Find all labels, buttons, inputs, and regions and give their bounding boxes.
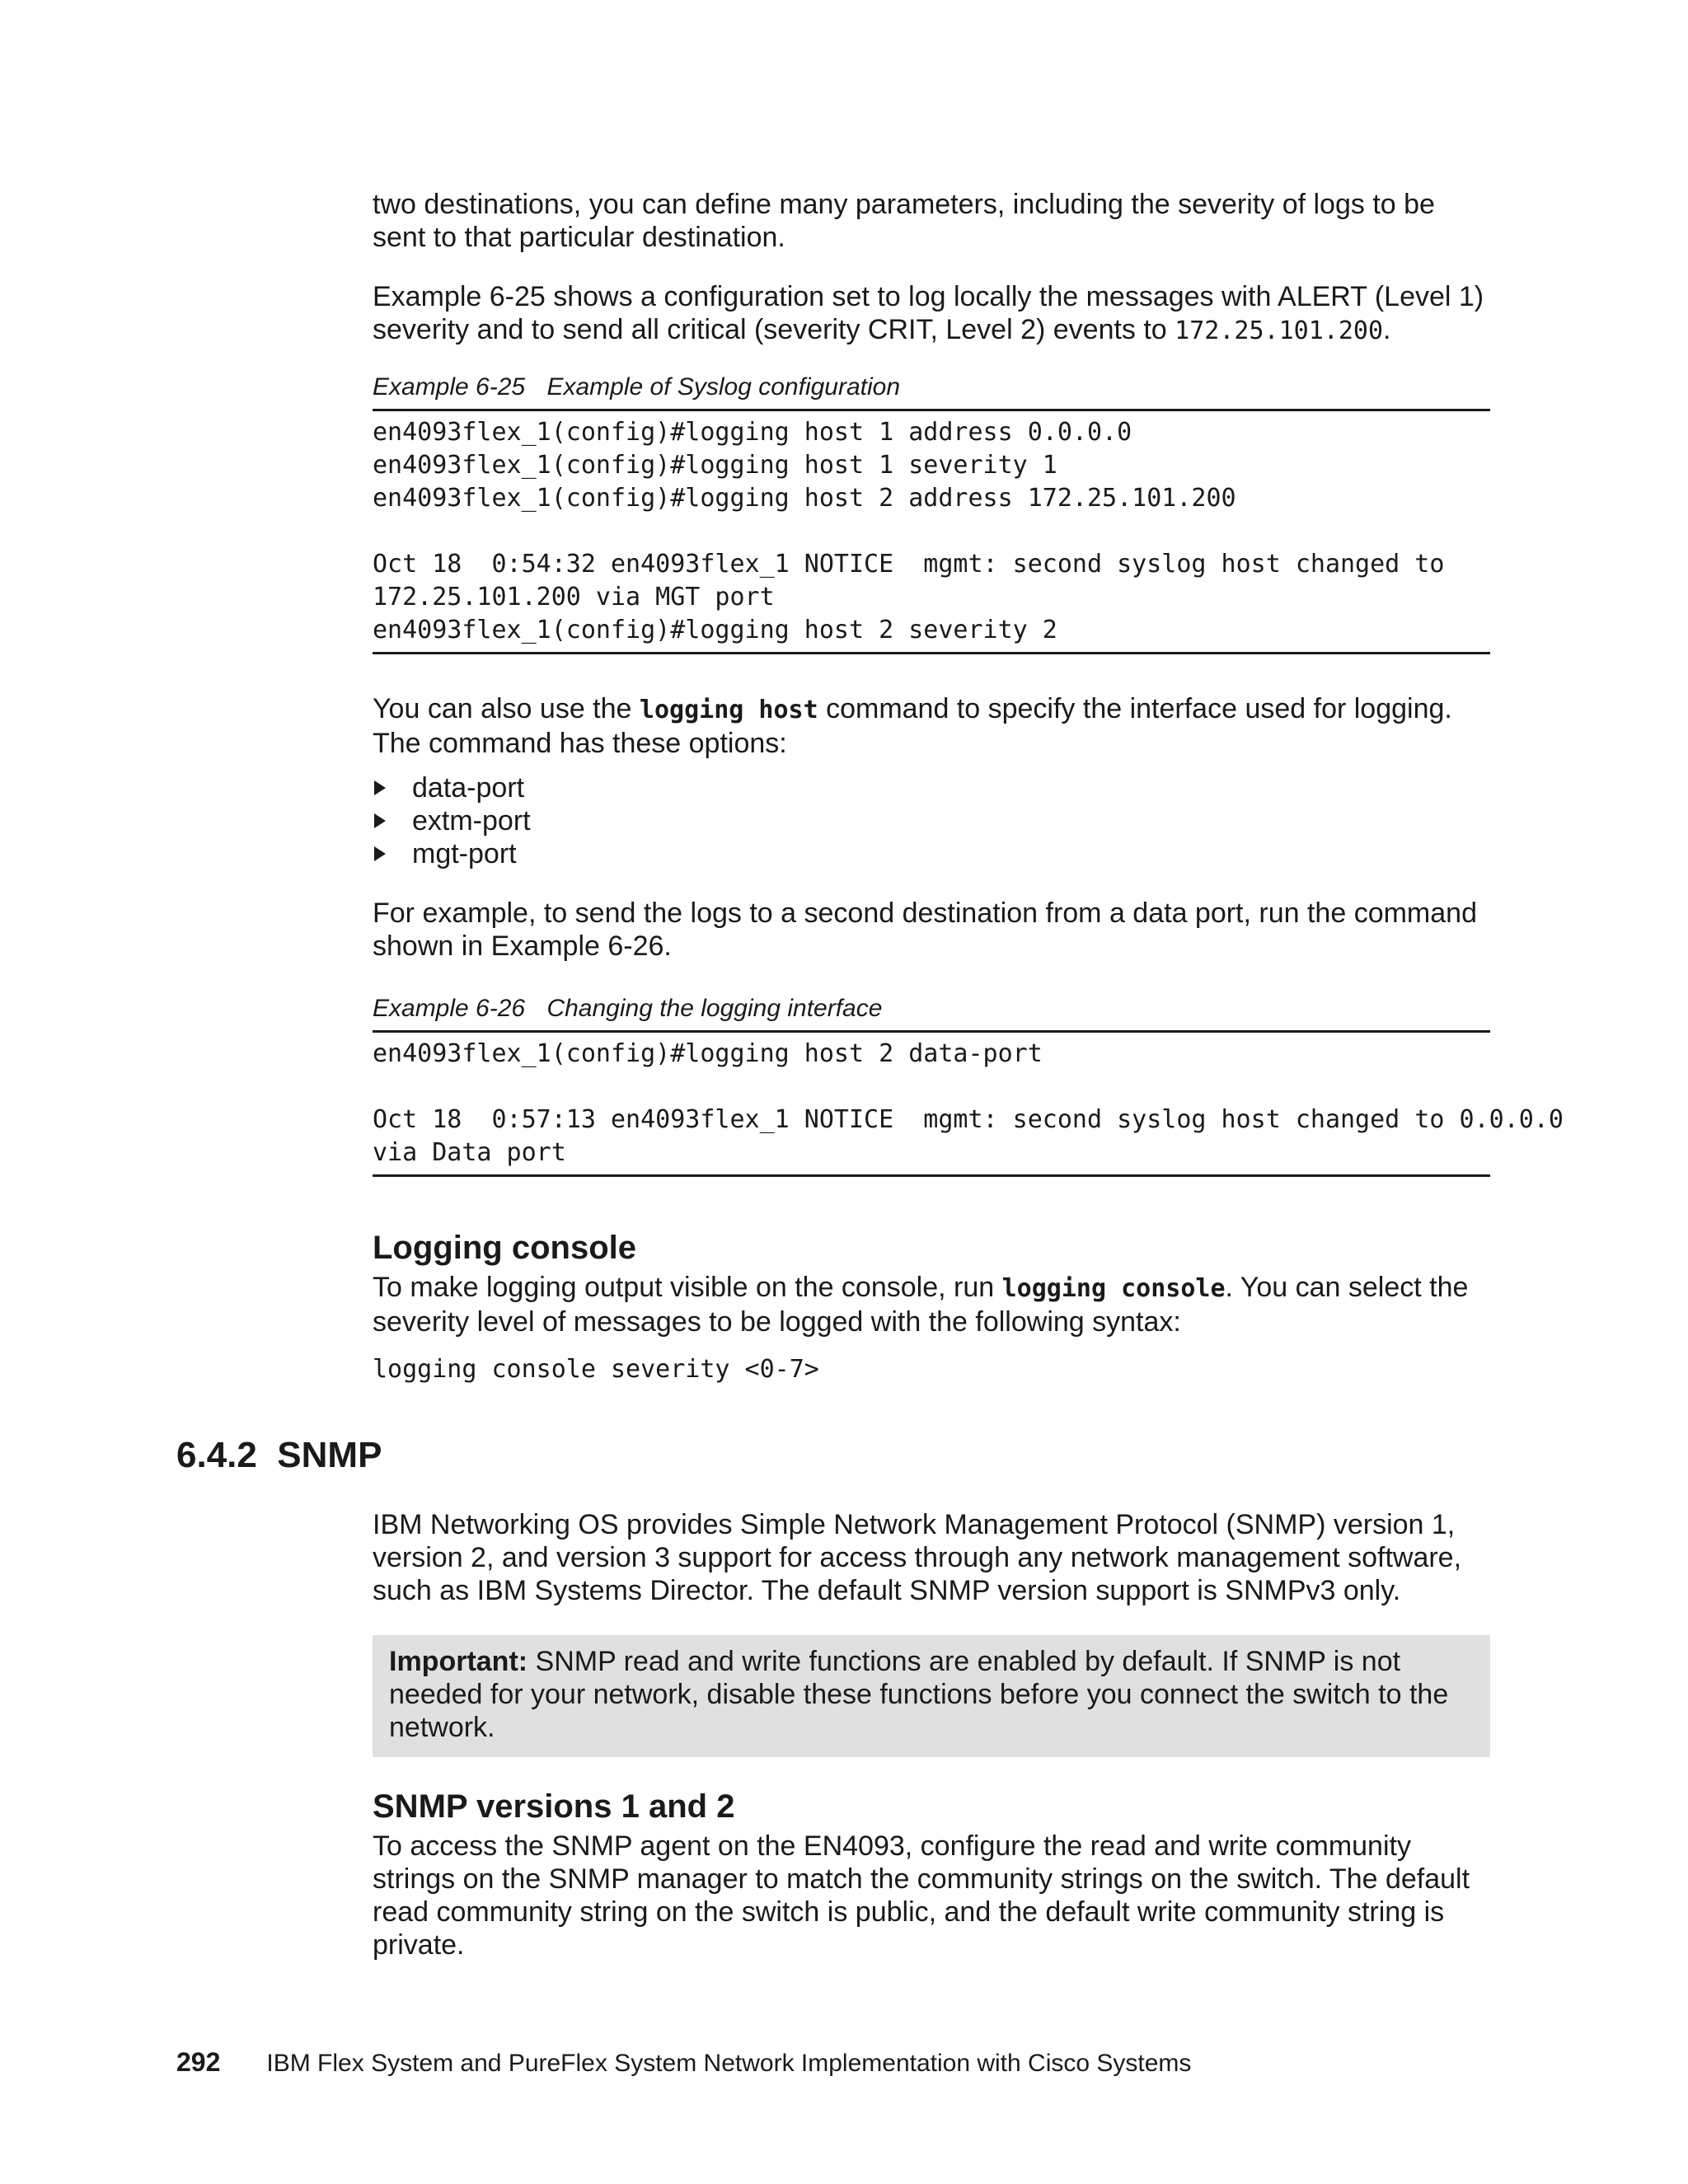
example-reference-paragraph: Example 6-25 shows a configuration set to log locally the messages with ALERT (Level 1) severity and to send all critical (severity CRIT, Level 2) events to 172.25.101.200. [373,281,1484,345]
page-footer [176,2047,1191,2079]
important-note: Important: SNMP read and write functions are enabled by default. If SNMP is not needed for your network, disable these functions before you connect the switch to the network. [373,1635,1490,1757]
logging-host-paragraph: You can also use the logging host command to specify the interface used for logging. The command has these options: [373,693,1452,759]
for-example-paragraph: For example, to send the logs to a second destination from a data port, run the command shown in Example 6-26. [373,898,1477,962]
bullet-triangle-icon [374,846,386,861]
list-item: extm-port [373,804,1490,837]
list-item: mgt-port [373,837,1490,870]
logging-console-command: logging console [1001,1274,1226,1303]
snmp-heading-wrap [176,1434,382,1477]
page-number: 292 [176,2047,221,2077]
code-block: en4093flex_1(config)#logging host 1 address 0.0.0.0 en4093flex_1(config)#logging host 1 severity 1 en4093flex_1(config)#logging host 2 address 172.25.101.200 Oct 18 0:54:32 en4093flex_1 NOTICE mgmt: second syslog host changed to 172.25.101.200 via MGT port en4093flex_1(config)#logging host 2 severity 2 [373,418,1445,644]
top-rule [373,409,1490,411]
options-list [373,771,1490,870]
bullet-triangle-icon [374,780,386,795]
example-6-25 [373,373,1490,654]
code-block: en4093flex_1(config)#logging host 2 data-port Oct 18 0:57:13 en4093flex_1 NOTICE mgmt: second syslog host changed to 0.0.0.0 via Data port [373,1039,1564,1167]
list-item: data-port [373,771,1490,804]
snmp-v12-paragraph: To access the SNMP agent on the EN4093, configure the read and write community strings on the SNMP manager to match the community strings on the switch. The default read community string on the switch is public, and the default write community string is private. [373,1830,1470,1961]
logging-console-paragraph: To make logging output visible on the console, run logging console. You can select the severity level of messages to be logged with the following syntax: [373,1272,1469,1338]
snmp-section [373,1508,1490,1961]
bottom-rule [373,652,1490,654]
subsection-heading: SNMP versions 1 and 2 [373,1788,735,1825]
logging-host-command: logging host [639,696,818,724]
important-label: Important: [389,1646,528,1677]
example-caption: Example 6-25 Example of Syslog configuration [373,373,901,401]
ip-address-code: 172.25.101.200 [1175,316,1384,345]
top-rule [373,1030,1490,1033]
logging-host-section [373,692,1490,963]
bottom-rule [373,1174,1490,1177]
example-6-26 [373,994,1564,1177]
section-heading: Logging console [373,1230,636,1266]
book-title: IBM Flex System and PureFlex System Network Implementation with Cisco Systems [266,2050,1192,2077]
intro-paragraph: two destinations, you can define many parameters, including the severity of logs to be sent to that particular destination. [373,189,1435,253]
snmp-intro-paragraph: IBM Networking OS provides Simple Network Management Protocol (SNMP) version 1, version 2, and version 3 support for access through any network management software, such as IBM Systems Director. The default SNMP version support is SNMPv3 only. [373,1509,1462,1606]
logging-console-section [373,1228,1490,1386]
intro-section [373,188,1490,348]
bullet-triangle-icon [374,813,386,828]
syntax-line: logging console severity <0-7> [373,1355,819,1384]
example-caption: Example 6-26 Changing the logging interface [373,995,883,1022]
section-heading: 6.4.2 SNMP [176,1435,382,1475]
